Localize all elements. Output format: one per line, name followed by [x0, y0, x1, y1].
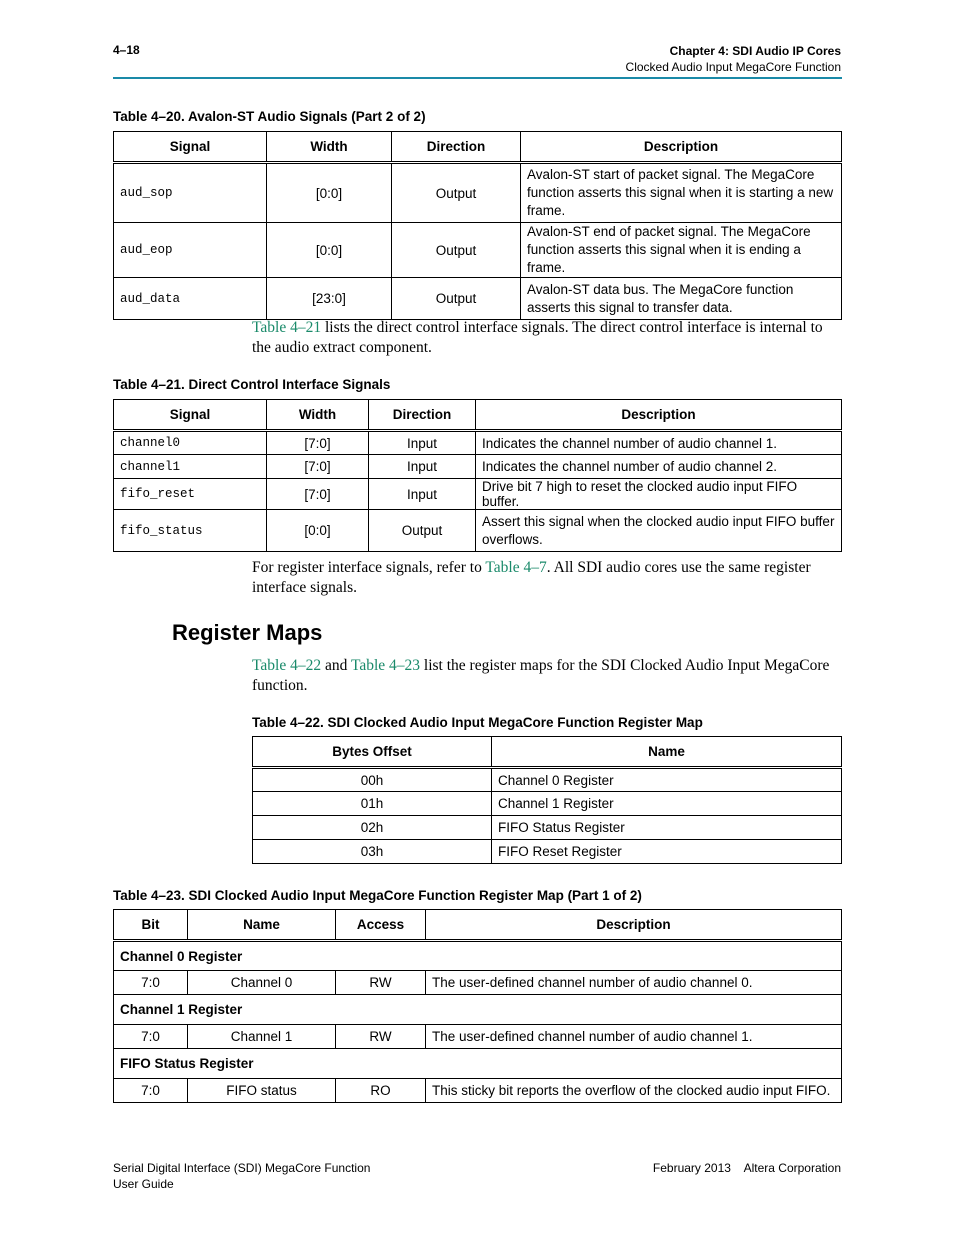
table-row [114, 479, 842, 510]
footer-doc-type: User Guide [113, 1177, 174, 1191]
table-4-22-link[interactable]: Table 4–22 [252, 657, 322, 674]
table-row [114, 223, 842, 278]
bit-cell: 7:0 [114, 1025, 188, 1049]
paragraph-text: lists the direct control interface signals. The direct control interface is internal to the audio extract component. [252, 319, 823, 356]
table-4-21-link[interactable]: Table 4–21 [252, 319, 322, 336]
paragraph-register-interface [252, 558, 842, 598]
width-cell: [7:0] [267, 479, 369, 510]
offset-cell: 02h [253, 816, 492, 840]
section-row [114, 1049, 842, 1079]
table-row [253, 840, 842, 864]
footer-doc-title: Serial Digital Interface (SDI) MegaCore Function [113, 1161, 371, 1175]
section-title-cell: Channel 0 Register [114, 941, 842, 971]
paragraph-text: For register interface signals, refer to [252, 559, 486, 576]
direction-cell: Input [369, 431, 476, 455]
table-4-21 [113, 399, 842, 552]
running-header [626, 43, 841, 75]
table-4-20 [113, 131, 842, 320]
paragraph-register-maps [252, 656, 842, 696]
table-4-22 [252, 736, 842, 864]
column-header: Access [336, 910, 426, 941]
offset-cell: 01h [253, 792, 492, 816]
description-cell: This sticky bit reports the overflow of the clocked audio input FIFO. [426, 1079, 842, 1103]
access-cell: RW [336, 971, 426, 995]
signal-cell: channel0 [114, 431, 267, 455]
table-4-23-caption: Table 4–23. SDI Clocked Audio Input MegaCore Function Register Map (Part 1 of 2) [113, 888, 642, 903]
section-title-cell: FIFO Status Register [114, 1049, 842, 1079]
column-header: Width [267, 400, 369, 431]
table-row [253, 816, 842, 840]
table-row [114, 1079, 842, 1103]
table-row [114, 971, 842, 995]
description-cell: Assert this signal when the clocked audio input FIFO buffer overflows. [476, 510, 842, 552]
signal-cell: aud_eop [114, 223, 267, 278]
access-cell: RW [336, 1025, 426, 1049]
name-cell: FIFO Status Register [492, 816, 842, 840]
column-header: Description [476, 400, 842, 431]
column-header: Bytes Offset [253, 737, 492, 768]
chapter-title: Chapter 4: SDI Audio IP Cores [669, 44, 841, 58]
width-cell: [0:0] [267, 163, 392, 223]
access-cell: RO [336, 1079, 426, 1103]
direction-cell: Input [369, 455, 476, 479]
name-cell: FIFO Reset Register [492, 840, 842, 864]
width-cell: [0:0] [267, 223, 392, 278]
paragraph-text: and [321, 657, 351, 674]
name-cell: Channel 1 [188, 1025, 336, 1049]
footer-right: February 2013 Altera Corporation [652, 1161, 841, 1175]
description-cell: The user-defined channel number of audio channel 1. [426, 1025, 842, 1049]
column-header: Bit [114, 910, 188, 941]
paragraph-text: list the register maps for the SDI Clocked Audio Input MegaCore function. [252, 657, 830, 694]
name-cell: Channel 0 Register [492, 768, 842, 792]
bit-cell: 7:0 [114, 1079, 188, 1103]
table-4-22-caption: Table 4–22. SDI Clocked Audio Input MegaCore Function Register Map [252, 715, 703, 730]
name-cell: Channel 1 Register [492, 792, 842, 816]
signal-cell: aud_data [114, 278, 267, 320]
header-rule [113, 77, 842, 79]
table-row [114, 455, 842, 479]
section-row [114, 995, 842, 1025]
table-row [114, 1025, 842, 1049]
column-header: Direction [392, 132, 521, 163]
width-cell: [7:0] [267, 455, 369, 479]
table-row [114, 431, 842, 455]
description-cell: Avalon-ST end of packet signal. The MegaCore function asserts this signal when it is ending a frame. [521, 223, 842, 278]
name-cell: Channel 0 [188, 971, 336, 995]
signal-cell: fifo_status [114, 510, 267, 552]
table-4-21-caption: Table 4–21. Direct Control Interface Signals [113, 377, 391, 392]
paragraph-text: . All SDI audio cores use the same register interface signals. [252, 559, 811, 596]
signal-cell: channel1 [114, 455, 267, 479]
width-cell: [0:0] [267, 510, 369, 552]
paragraph-direct-control [252, 318, 842, 358]
column-header: Description [426, 910, 842, 941]
column-header: Name [492, 737, 842, 768]
table-row [253, 768, 842, 792]
footer-left [113, 1160, 370, 1192]
description-cell: The user-defined channel number of audio channel 0. [426, 971, 842, 995]
description-cell: Avalon-ST data bus. The MegaCore function asserts this signal to transfer data. [521, 278, 842, 320]
signal-cell: aud_sop [114, 163, 267, 223]
width-cell: [7:0] [267, 431, 369, 455]
section-subtitle: Clocked Audio Input MegaCore Function [625, 60, 841, 74]
bit-cell: 7:0 [114, 971, 188, 995]
table-4-23-link[interactable]: Table 4–23 [350, 657, 421, 674]
table-row [114, 278, 842, 320]
section-row [114, 941, 842, 971]
column-header: Width [267, 132, 392, 163]
direction-cell: Input [369, 479, 476, 510]
width-cell: [23:0] [267, 278, 392, 320]
offset-cell: 00h [253, 768, 492, 792]
table-4-20-caption: Table 4–20. Avalon-ST Audio Signals (Part 2 of 2) [113, 109, 426, 124]
direction-cell: Output [392, 163, 521, 223]
column-header: Description [521, 132, 842, 163]
table-row [114, 163, 842, 223]
section-title-cell: Channel 1 Register [114, 995, 842, 1025]
description-cell: Indicates the channel number of audio channel 2. [476, 455, 842, 479]
direction-cell: Output [392, 278, 521, 320]
description-cell: Drive bit 7 high to reset the clocked audio input FIFO buffer. [476, 479, 842, 510]
section-heading: Register Maps [172, 620, 323, 645]
signal-cell: fifo_reset [114, 479, 267, 510]
description-cell: Indicates the channel number of audio channel 1. [476, 431, 842, 455]
column-header: Name [188, 910, 336, 941]
table-4-7-link[interactable]: Table 4–7 [485, 559, 547, 576]
column-header: Signal [114, 400, 267, 431]
name-cell: FIFO status [188, 1079, 336, 1103]
offset-cell: 03h [253, 840, 492, 864]
table-row [114, 510, 842, 552]
table-row [253, 792, 842, 816]
direction-cell: Output [392, 223, 521, 278]
page-number: 4–18 [113, 43, 140, 57]
table-4-23 [113, 909, 842, 1103]
column-header: Direction [369, 400, 476, 431]
column-header: Signal [114, 132, 267, 163]
direction-cell: Output [369, 510, 476, 552]
description-cell: Avalon-ST start of packet signal. The MegaCore function asserts this signal when it is starting a new frame. [521, 163, 842, 223]
